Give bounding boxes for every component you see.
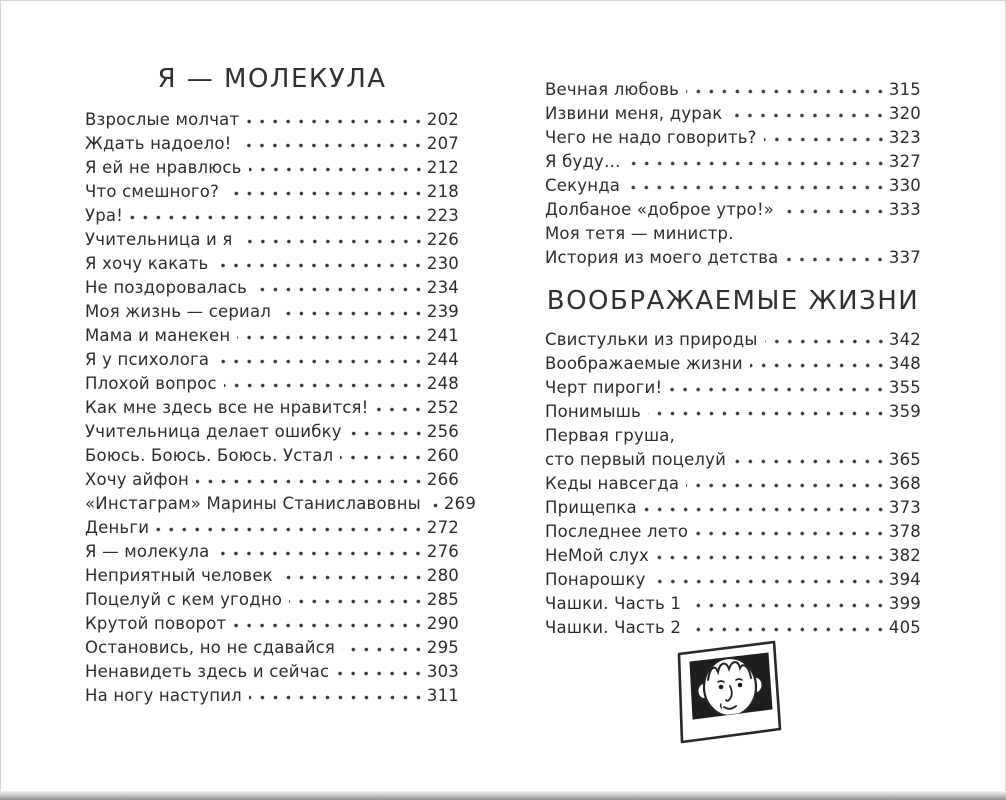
entry-page-number: 323 (888, 128, 921, 147)
dot-leader (215, 262, 424, 269)
toc-entry (545, 102, 921, 126)
toc-entry (85, 180, 459, 204)
entry-title: Мама и манекен (85, 326, 231, 345)
entry-page-number: 269 (443, 494, 477, 513)
entry-page-number: 359 (888, 402, 921, 421)
entry-page-number: 337 (888, 248, 921, 267)
entry-title: Извини меня, дурак (545, 104, 723, 123)
toc-entry-line (85, 492, 477, 516)
toc-entry-line (85, 588, 459, 612)
entry-title: Понарошку (545, 570, 646, 589)
section-title: ВООБРАЖАЕМЫЕ ЖИЗНИ (546, 286, 920, 316)
toc-entry-line (85, 468, 459, 492)
entry-page-number: 327 (888, 152, 921, 171)
entry-title: Не поздоровалась (85, 278, 248, 297)
toc-entry-line (545, 150, 921, 174)
dot-leader (686, 88, 887, 95)
dot-leader (695, 530, 887, 537)
dot-leader (669, 386, 887, 393)
entry-page-number: 218 (426, 182, 459, 201)
toc-entry-line (85, 612, 459, 636)
entry-title: Ура! (85, 206, 124, 225)
toc-entry (545, 496, 921, 520)
toc-entry-line (545, 328, 921, 352)
entry-title: Остановись, но не сдавайся (85, 638, 336, 657)
entry-title: Чашки. Часть 2 (545, 618, 682, 637)
dot-leader (764, 136, 887, 143)
toc-entry-line (545, 520, 921, 544)
toc-entry (85, 588, 459, 612)
entry-title: Ждать надоело! (85, 134, 232, 153)
entry-page-number: 244 (426, 350, 459, 369)
entry-title: Учительница делает ошибку (85, 422, 342, 441)
toc-entry-line (85, 444, 459, 468)
toc-entry (85, 612, 459, 636)
entry-page-number: 239 (426, 302, 459, 321)
toc-entry-line (85, 540, 459, 564)
toc-entry (545, 126, 921, 150)
entry-title: Крутой поворот (85, 614, 227, 633)
toc-entry (85, 396, 459, 420)
toc-entry-line (545, 496, 921, 520)
toc-entry-line (545, 592, 921, 616)
entry-title: Ненавидеть здесь и сейчас (85, 662, 330, 681)
dot-leader (688, 602, 887, 609)
entry-title: Плохой вопрос (85, 374, 217, 393)
entry-page-number: 248 (426, 374, 459, 393)
toc-entry-line (545, 174, 921, 198)
entry-page-number: 276 (426, 542, 459, 561)
toc-entry (85, 636, 459, 660)
entry-page-number: 241 (426, 326, 459, 345)
entry-page-number: 315 (888, 80, 921, 99)
toc-entry (85, 252, 459, 276)
toc-entry (85, 492, 477, 516)
toc-entry-line (85, 300, 459, 324)
entry-title: Воображаемые жизни (545, 354, 743, 373)
entry-title: Я хочу какать (85, 254, 209, 273)
entry-title: На ногу наступил (85, 686, 242, 705)
toc-entry-line (85, 516, 459, 540)
entry-title: Как мне здесь все не нравится! (85, 398, 369, 417)
toc-entry (545, 376, 921, 400)
entry-title: Поцелуй с кем угодно (85, 590, 283, 609)
entry-title: Хочу айфон (85, 470, 189, 489)
dot-leader (342, 646, 425, 653)
entry-title: Деньги (85, 518, 150, 537)
dot-leader (233, 622, 425, 629)
toc-entry (545, 78, 921, 102)
toc-entry-line (545, 424, 921, 448)
entry-title: Моя жизнь — сериал (85, 302, 272, 321)
entry-title: Я ей не нравлюсь (85, 158, 242, 177)
entry-page-number: 330 (888, 176, 921, 195)
toc-entry (85, 276, 459, 300)
dot-leader (375, 406, 424, 413)
entry-title: Вечная любовь (545, 80, 680, 99)
entry-title: Последнее лето (545, 522, 689, 541)
entry-page-number: 280 (426, 566, 459, 585)
toc-entry-line (545, 544, 921, 568)
toc-entry-line (545, 568, 921, 592)
toc-column-left (85, 62, 477, 708)
toc-entry-line (85, 660, 459, 684)
dot-leader (729, 112, 886, 119)
entry-page-number: 303 (426, 662, 459, 681)
toc-entry (85, 372, 459, 396)
dot-leader (224, 382, 425, 389)
toc-entry (85, 324, 459, 348)
toc-entry-line (545, 472, 921, 496)
toc-entry (545, 472, 921, 496)
dot-leader (278, 310, 425, 317)
dot-leader (226, 190, 425, 197)
entry-title: Неприятный человек (85, 566, 273, 585)
entry-page-number: 405 (888, 618, 921, 637)
dot-leader (289, 598, 425, 605)
toc-entry (85, 348, 459, 372)
entry-title: Боюсь. Боюсь. Боюсь. Устал (85, 446, 334, 465)
dot-leader (750, 362, 887, 369)
dot-leader (781, 208, 887, 215)
entry-page-number: 256 (426, 422, 459, 441)
entry-page-number: 333 (888, 200, 921, 219)
toc-entry-line (85, 204, 459, 228)
toc-entry (85, 228, 459, 252)
toc-entry-line (85, 180, 459, 204)
toc-entry-line (545, 78, 921, 102)
entry-title: сто первый поцелуй (545, 450, 727, 469)
entry-page-number: 202 (426, 110, 459, 129)
entry-page-number: 373 (888, 498, 921, 517)
toc-entry-line (85, 276, 459, 300)
dot-leader (628, 160, 887, 167)
dot-leader (246, 118, 425, 125)
entry-title: Понимышь (545, 402, 641, 421)
dot-leader (280, 574, 425, 581)
toc-entry-line (545, 222, 921, 246)
toc-entry-line (85, 252, 459, 276)
dot-leader (656, 554, 887, 561)
entry-page-number: 290 (426, 614, 459, 633)
entry-page-number: 382 (888, 546, 921, 565)
toc-entry (85, 468, 459, 492)
toc-entry-line (85, 372, 459, 396)
toc-entry-line (85, 324, 459, 348)
dot-leader (336, 670, 425, 677)
toc-entry (85, 540, 459, 564)
toc-entry (85, 300, 459, 324)
entry-page-number: 394 (888, 570, 921, 589)
entry-title: НеМой слух (545, 546, 650, 565)
dot-leader (785, 256, 886, 263)
entry-title: Я буду… (545, 152, 621, 171)
dot-leader (249, 694, 425, 701)
toc-entry-line (85, 348, 459, 372)
dot-leader (340, 454, 425, 461)
dot-leader (237, 334, 425, 341)
entry-page-number: 368 (888, 474, 921, 493)
toc-entry (85, 684, 459, 708)
dot-leader (765, 338, 887, 345)
dot-leader (216, 550, 424, 557)
toc-entry-line (545, 126, 921, 150)
entry-page-number: 207 (426, 134, 459, 153)
dot-leader (627, 184, 887, 191)
toc-entry (545, 174, 921, 198)
toc-entry (545, 592, 921, 616)
entry-page-number: 365 (888, 450, 921, 469)
toc-entry (545, 222, 921, 270)
toc-entry (85, 108, 459, 132)
dot-leader (196, 478, 425, 485)
toc-entry-line (85, 684, 459, 708)
toc-entry (85, 564, 459, 588)
toc-entry-line (85, 636, 459, 660)
entry-title: Первая груша, (545, 426, 675, 445)
entry-title: Прищепка (545, 498, 637, 517)
entry-title: Я у психолога (85, 350, 210, 369)
dot-leader (216, 358, 425, 365)
dot-leader (648, 410, 887, 417)
toc-entry (545, 352, 921, 376)
toc-entry (85, 660, 459, 684)
dot-leader (686, 482, 887, 489)
entry-title: Кеды навсегда (545, 474, 680, 493)
entry-page-number: 212 (426, 158, 459, 177)
toc-entry (85, 516, 459, 540)
entry-title: Свистульки из природы (545, 330, 758, 349)
entry-title: История из моего детства (545, 248, 779, 267)
toc-column-right (545, 78, 921, 640)
entry-title: Чашки. Часть 1 (545, 594, 682, 613)
entry-page-number: 266 (426, 470, 459, 489)
entry-title: «Инстаграм» Марины Станиславовны (85, 494, 421, 513)
entry-page-number: 378 (888, 522, 921, 541)
toc-entry-line (85, 228, 459, 252)
entry-page-number: 272 (426, 518, 459, 537)
dot-leader (428, 502, 442, 509)
dot-leader (156, 526, 425, 533)
entry-title: Секунда (545, 176, 621, 195)
toc-entry-line (85, 156, 459, 180)
toc-entry (85, 156, 459, 180)
entry-title: Чего не надо говорить? (545, 128, 757, 147)
toc-entry-line (85, 396, 459, 420)
entry-title: Моя тетя — министр. (545, 224, 734, 243)
toc-entry (85, 420, 459, 444)
toc-entry (545, 544, 921, 568)
toc-entry-line (545, 352, 921, 376)
dot-leader (688, 626, 887, 633)
toc-entry (545, 424, 921, 472)
toc-entry (545, 198, 921, 222)
dot-leader (644, 506, 887, 513)
entry-title: Что смешного? (85, 182, 220, 201)
toc-entry-line (545, 400, 921, 424)
dot-leader (733, 458, 887, 465)
entry-page-number: 342 (888, 330, 921, 349)
toc-entry (545, 328, 921, 352)
entry-page-number: 260 (426, 446, 459, 465)
entry-page-number: 295 (426, 638, 459, 657)
entry-title: Долбаное «доброе утро!» (545, 200, 775, 219)
entry-title: Учительница и я (85, 230, 233, 249)
toc-entry (545, 568, 921, 592)
entry-page-number: 230 (426, 254, 459, 273)
entry-page-number: 285 (426, 590, 459, 609)
dot-leader (240, 238, 425, 245)
toc-entry-line (545, 448, 921, 472)
entry-page-number: 348 (888, 354, 921, 373)
entry-page-number: 355 (888, 378, 921, 397)
toc-entry-line (545, 102, 921, 126)
toc-entry (85, 204, 459, 228)
page-bottom-edge-shadow (0, 791, 1006, 800)
toc-entry-line (545, 246, 921, 270)
section-title: Я — МОЛЕКУЛА (157, 64, 387, 94)
dot-leader (653, 578, 887, 585)
entry-page-number: 320 (888, 104, 921, 123)
entry-page-number: 399 (888, 594, 921, 613)
entry-page-number: 234 (426, 278, 459, 297)
toc-entry (85, 132, 459, 156)
dot-leader (249, 166, 425, 173)
entry-page-number: 311 (426, 686, 459, 705)
entry-title: Черт пироги! (545, 378, 663, 397)
toc-entry-line (85, 420, 459, 444)
dot-leader (238, 142, 424, 149)
boy-portrait-polaroid-illustration (668, 636, 788, 754)
dot-leader (349, 430, 425, 437)
toc-entry (85, 444, 459, 468)
toc-entry (545, 400, 921, 424)
entry-page-number: 252 (426, 398, 459, 417)
toc-entry-line (85, 108, 459, 132)
entry-title: Взрослые молчат (85, 110, 240, 129)
toc-entry-line (545, 376, 921, 400)
entry-page-number: 226 (426, 230, 459, 249)
toc-entry (545, 520, 921, 544)
entry-page-number: 223 (426, 206, 459, 225)
toc-entry (545, 150, 921, 174)
toc-entry-line (545, 198, 921, 222)
toc-entry-line (85, 564, 459, 588)
dot-leader (130, 214, 425, 221)
toc-entry-line (85, 132, 459, 156)
boy-portrait-drawing (668, 636, 788, 754)
entry-title: Я — молекула (85, 542, 210, 561)
dot-leader (254, 286, 425, 293)
